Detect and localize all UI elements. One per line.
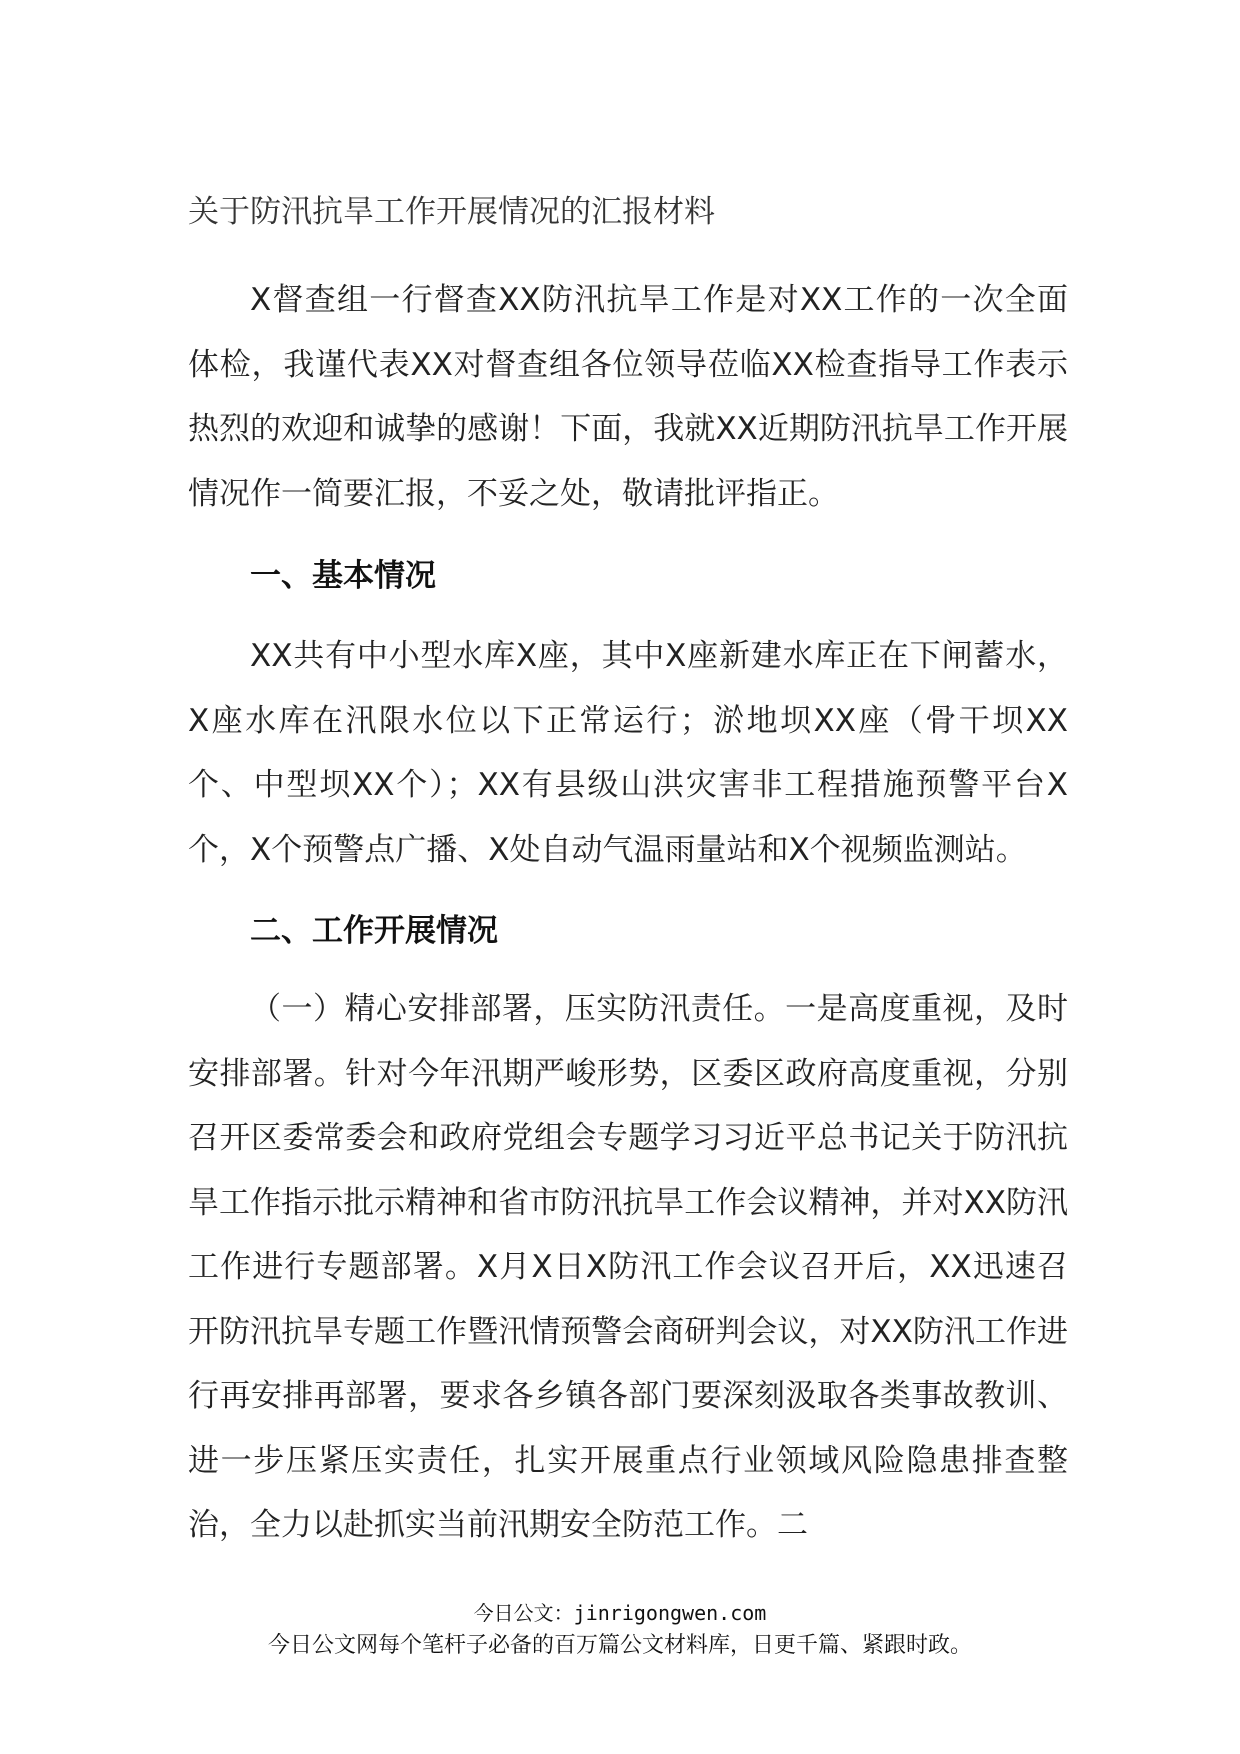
section-body-work-progress: （一）精心安排部署，压实防汛责任。一是高度重视，及时安排部署。针对今年汛期严峻形势，区委区政府高度重视，分别召开区委常委会和政府党组会专题学习习近平总书记关于防汛抗旱工作指示批示精神和省市防汛抗旱工作会议精神，并对XX防汛工作进行专题部署。X月X日X防汛工作会议召开后，XX迅速召开防汛抗旱专题工作暨汛情预警会商研判会议，对XX防汛工作进行再安排再部署，要求各乡镇各部门要深刻汲取各类事故教训、进一步压紧压实责任，扎实开展重点行业领域风险隐患排查整治，全力以赴抓实当前汛期安全防范工作。二 — [188, 991, 1068, 1543]
footer-site-line — [0, 1599, 1240, 1627]
intro-paragraph: X督查组一行督查XX防汛抗旱工作是对XX工作的一次全面体检，我谨代表XX对督查组各位领导莅临XX检查指导工作表示热烈的欢迎和诚挚的感谢！下面，我就XX近期防汛抗旱工作开展情况作一简要汇报，不妥之处，敬请批评指正。 — [188, 282, 1068, 512]
footer-site-link[interactable]: jinrigongwen.com — [573, 1601, 767, 1625]
section-heading-work-progress: 二、工作开展情况 — [250, 913, 498, 949]
footer-site-label: 今日公文： — [473, 1601, 574, 1625]
footer-slogan: 今日公文网每个笔杆子必备的百万篇公文材料库，日更千篇、紧跟时政。 — [267, 1633, 972, 1658]
section-heading-basic-situation: 一、基本情况 — [250, 558, 436, 594]
section-body-basic-situation: XX共有中小型水库X座，其中X座新建水库正在下闸蓄水，X座水库在汛限水位以下正常运行；淤地坝XX座（骨干坝XX个、中型坝XX个）；XX有县级山洪灾害非工程措施预警平台X个，X个预警点广播、X处自动气温雨量站和X个视频监测站。 — [188, 638, 1068, 868]
document-title: 关于防汛抗旱工作开展情况的汇报材料 — [188, 194, 715, 230]
